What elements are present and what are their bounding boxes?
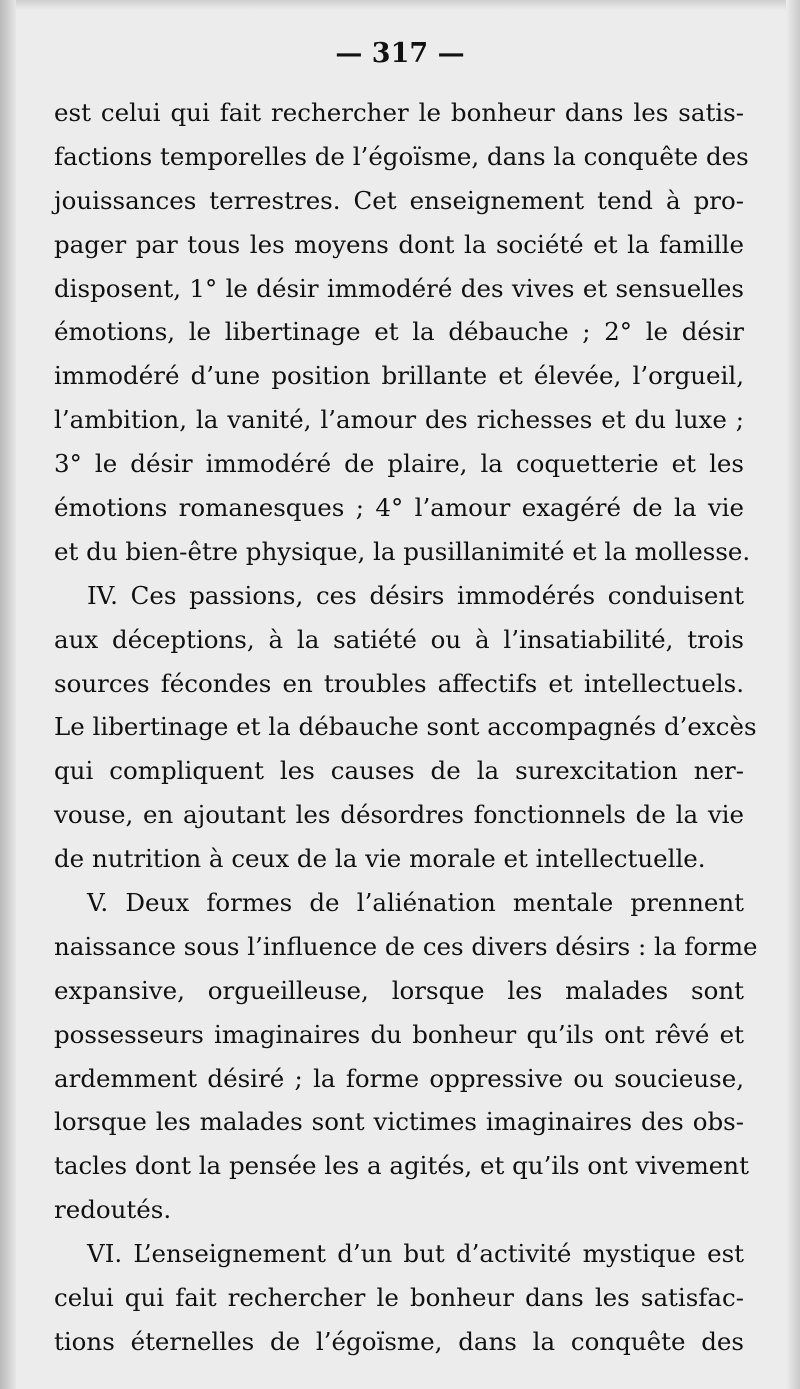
paragraph-continuation <box>54 91 751 574</box>
page-edge-left <box>0 0 16 1389</box>
text-line: sources fécondes en troubles affectifs et intellectuels. <box>54 668 744 698</box>
text-line: factions temporelles de l’égoïsme, dans la conquête des <box>54 141 749 171</box>
text-line: lorsque les malades sont victimes imaginaires des obs- <box>54 1107 744 1137</box>
paragraph-section-v <box>54 881 758 1232</box>
text-line: IV. Ces passions, ces désirs immodérés conduisent <box>87 580 744 610</box>
text-line: immodéré d’une position brillante et élevée, l’orgueil, <box>54 361 744 391</box>
text-line: est celui qui fait rechercher le bonheur dans les satis- <box>54 98 744 127</box>
text-line: expansive, orgueilleuse, lorsque les malades sont <box>54 975 744 1005</box>
text-line: aux déceptions, à la satiété ou à l’insatiabilité, trois <box>54 624 744 654</box>
text-line: ardemment désiré ; la forme oppressive ou soucieuse, <box>54 1063 744 1093</box>
text-line: Le libertinage et la débauche sont accompagnés d’excès <box>54 712 757 742</box>
text-line: naissance sous l’influence de ces divers désirs : la forme <box>54 931 758 961</box>
text-line: de nutrition à ceux de la vie morale et intellectuelle. <box>54 844 706 874</box>
text-line: 3° le désir immodéré de plaire, la coquetterie et les <box>54 449 744 479</box>
text-line: VI. L’enseignement d’un but d’activité mystique est <box>87 1239 744 1269</box>
text-line: vouse, en ajoutant les désordres fonctionnels de la vie <box>54 800 744 830</box>
page-number: — 317 — <box>335 38 465 69</box>
text-line: et du bien-être physique, la pusillanimité et la mollesse. <box>54 536 751 566</box>
text-line: V. Deux formes de l’aliénation mentale prennent <box>87 888 744 918</box>
text-line: tacles dont la pensée les a agités, et qu’ils ont vivement <box>54 1151 749 1181</box>
text-line: celui qui fait rechercher le bonheur dans les satisfac- <box>54 1283 744 1313</box>
text-line: tions éternelles de l’égoïsme, dans la conquête des <box>54 1326 744 1356</box>
paragraph-section-iv <box>54 574 757 881</box>
paragraph-section-vi <box>54 1232 744 1364</box>
text-line: redoutés. <box>54 1195 172 1225</box>
text-line: l’ambition, la vanité, l’amour des richesses et du luxe ; <box>54 405 744 435</box>
text-line: qui compliquent les causes de la surexcitation ner- <box>54 756 744 786</box>
page-edge-right <box>786 0 800 1389</box>
text-line: jouissances terrestres. Cet enseignement tend à pro- <box>54 185 744 215</box>
text-line: émotions romanesques ; 4° l’amour exagéré de la vie <box>54 493 744 523</box>
page-edge-top <box>0 0 800 10</box>
text-line: disposent, 1° le désir immodéré des vives et sensuelles <box>54 273 744 303</box>
text-line: possesseurs imaginaires du bonheur qu’ils ont rêvé et <box>54 1019 744 1049</box>
body-text <box>54 91 758 1364</box>
text-line: pager par tous les moyens dont la société et la famille <box>54 229 744 259</box>
text-line: émotions, le libertinage et la débauche ; 2° le désir <box>54 317 744 347</box>
